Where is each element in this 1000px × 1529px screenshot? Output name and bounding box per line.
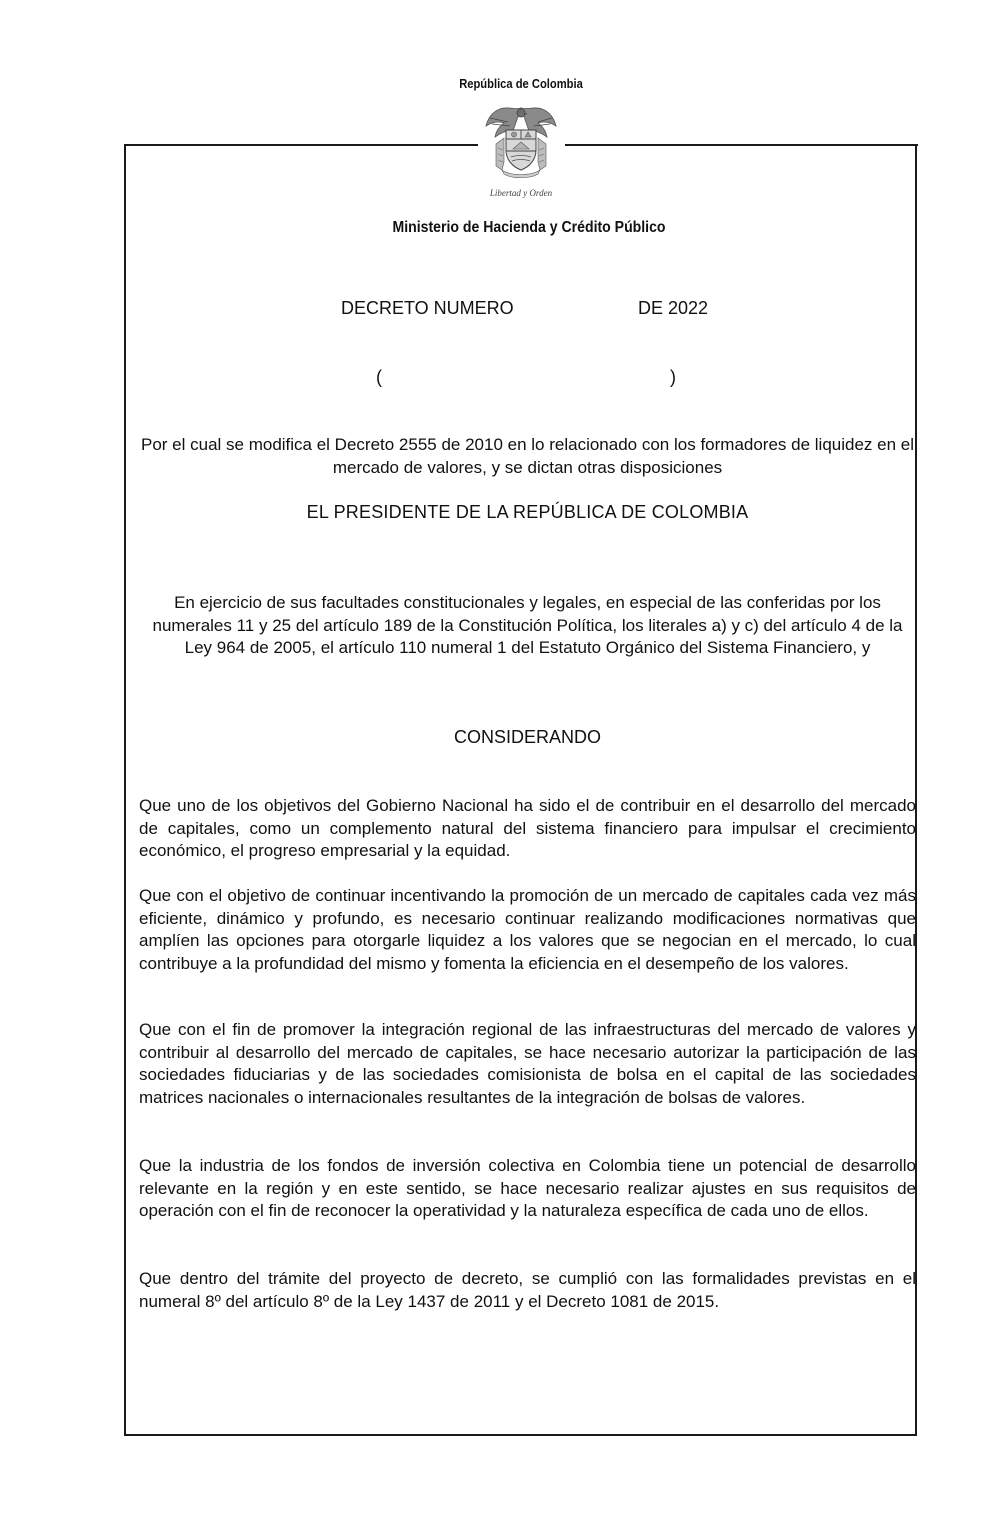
issuer-heading: EL PRESIDENTE DE LA REPÚBLICA DE COLOMBIA: [306, 502, 749, 522]
consideration-paragraph: Que la industria de los fondos de inversión colectiva en Colombia tiene un potencial de desarrollo relevante en la región y en este sentido, se hace necesario realizar ajustes en sus requisitos de operación con el fin de reconocer la operatividad y la naturaleza específica de cada uno de ellos.: [139, 1156, 916, 1220]
motto-text: Libertad y Orden: [489, 188, 553, 198]
consideration-paragraph: Que con el objetivo de continuar incentivando la promoción de un mercado de capitales cada vez más eficiente, dinámico y profundo, es necesario continuar realizando modificaciones normativas que amplíen las opciones para otorgarle liquidez a los valores que se negocian en el mercado, lo cual contribuye a la profundidad del mismo y fomenta la eficiencia en el desempeño de los valores.: [139, 886, 916, 973]
country-heading: República de Colombia: [459, 76, 583, 91]
decree-number-label: DECRETO NUMERO: [341, 298, 514, 318]
date-paren-close: ): [670, 367, 676, 387]
considerando-heading: CONSIDERANDO: [453, 727, 601, 747]
frame-top-line-left: [124, 144, 478, 146]
consideration-paragraph: Que con el fin de promover la integración regional de las infraestructuras del mercado de valores y contribuir al desarrollo del mercado de capitales, se hace necesario autorizar la participación de las sociedades fiduciarias y de las sociedades comisionista de bolsa en el capital de las sociedades matrices nacionales o internacionales resultantes de la integración de bolsas de valores.: [139, 1020, 916, 1107]
decree-year-label: DE 2022: [638, 298, 709, 318]
frame-top-line-right: [565, 144, 918, 146]
consideration-paragraph: Que uno de los objetivos del Gobierno Nacional ha sido el de contribuir en el desarrollo del mercado de capitales, como un complemento natural del sistema financiero para impulsar el crecimiento económico, el progreso empresarial y la equidad.: [139, 796, 916, 860]
consideration-paragraph: Que dentro del trámite del proyecto de decreto, se cumplió con las formalidades previstas en el numeral 8º del artículo 8º de la Ley 1437 de 2011 y el Decreto 1081 de 2015.: [139, 1269, 916, 1311]
date-paren-open: (: [376, 367, 382, 387]
legal-powers-paragraph: En ejercicio de sus facultades constitucionales y legales, en especial de las conferidas por los numerales 11 y 25 del artículo 189 de la Constitución Política, los literales a) y c) del artículo 4 de la Ley 964 de 2005, el artículo 110 numeral 1 del Estatuto Orgánico del Sistema Financiero, y: [152, 593, 903, 657]
decree-epigraph: Por el cual se modifica el Decreto 2555 de 2010 en lo relacionado con los formadores de liquidez en el mercado de valores, y se dictan otras disposiciones: [140, 435, 915, 477]
document-frame: [124, 144, 917, 1436]
ministry-heading: Ministerio de Hacienda y Crédito Público: [392, 219, 666, 236]
coat-of-arms-icon: [478, 104, 564, 184]
